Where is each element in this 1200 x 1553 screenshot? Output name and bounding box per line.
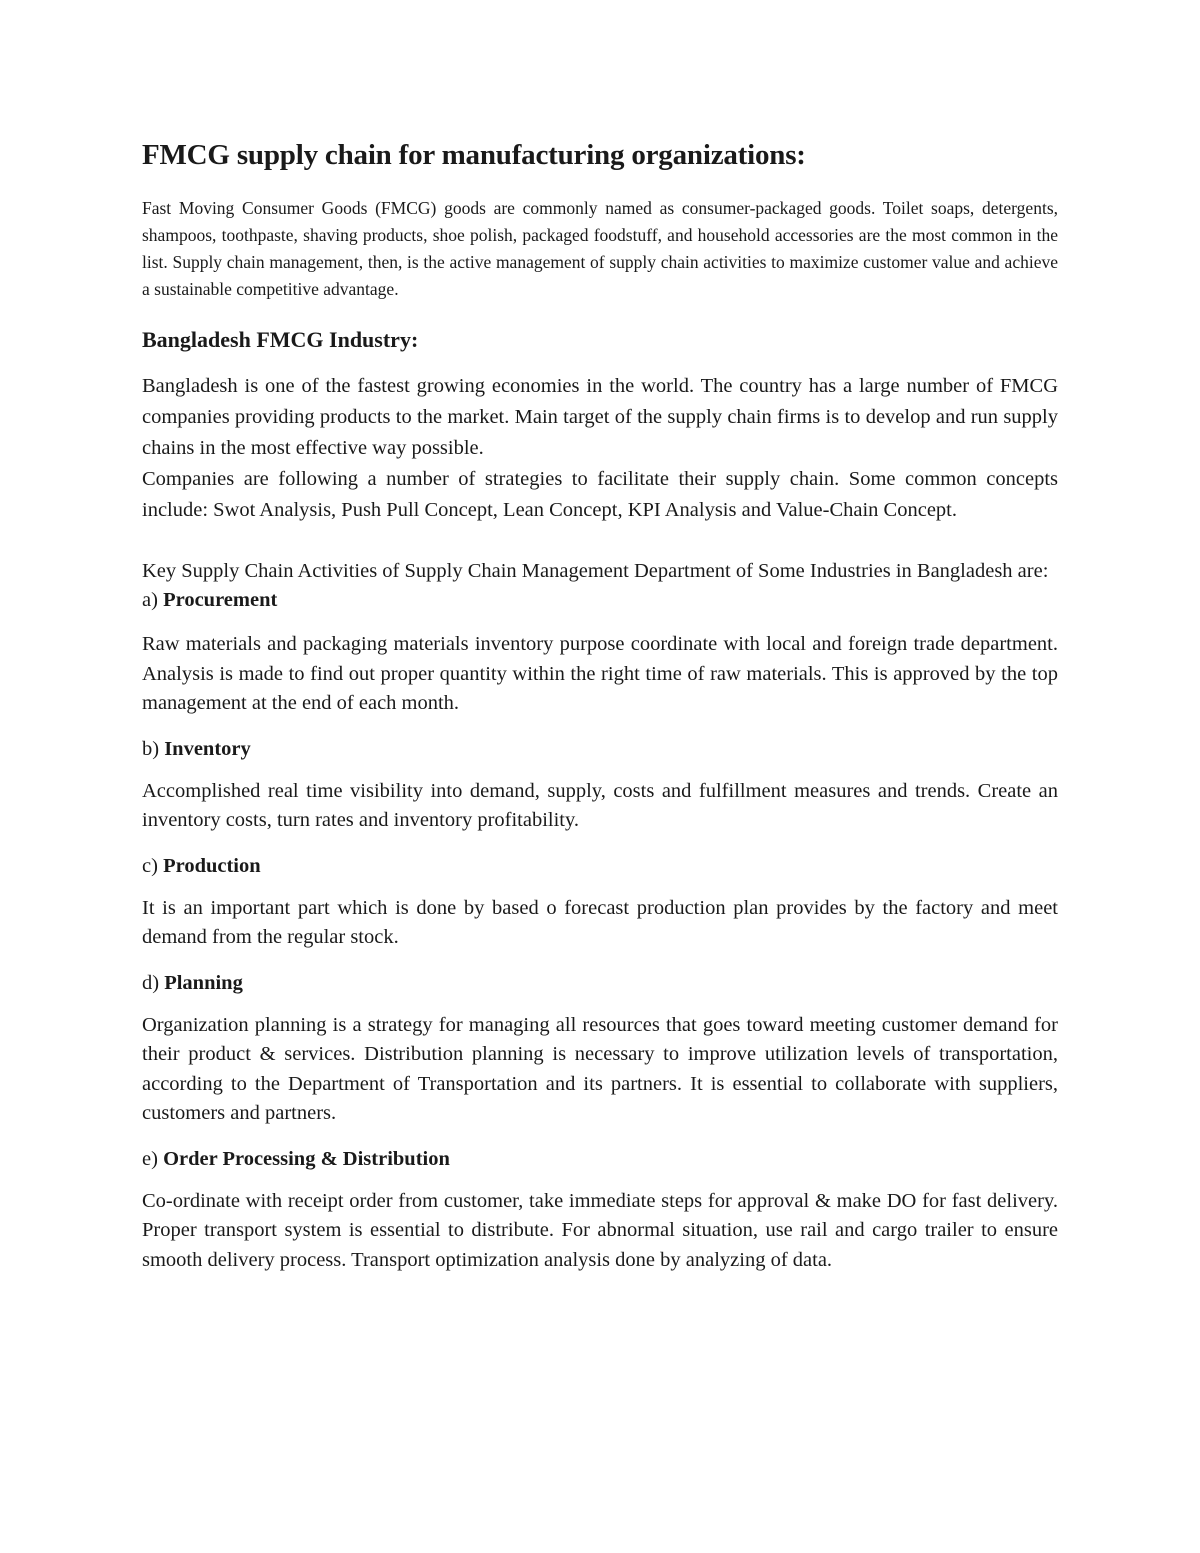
- section-heading-bangladesh: Bangladesh FMCG Industry:: [142, 326, 419, 352]
- activity-title: Order Processing & Distribution: [163, 1147, 450, 1170]
- activity-title: Procurement: [163, 589, 278, 612]
- document-title: FMCG supply chain for manufacturing organizations:: [142, 139, 806, 171]
- activity-text-procurement: Raw materials and packaging materials inventory purpose coordinate with local and foreign trade department. Analysis is made to find out proper quantity within the right time of raw materials. This is approved by the top management at the end of each month.: [142, 633, 1058, 715]
- bangladesh-paragraph-2: Companies are following a number of strategies to facilitate their supply chain. Some common concepts include: Swot Analysis, Push Pull Concept, Lean Concept, KPI Analysis and Value-Chain Concept.: [142, 468, 1058, 522]
- activity-text-production: It is an important part which is done by based o forecast production plan provides by the factory and meet demand from the regular stock.: [142, 896, 1058, 949]
- activity-label-planning: [142, 968, 1058, 999]
- activity-label-inventory: [142, 734, 1058, 765]
- activity-label-procurement: [142, 585, 1058, 616]
- bangladesh-paragraph-1: Bangladesh is one of the fastest growing economies in the world. The country has a large number of FMCG companies providing products to the market. Main target of the supply chain firms is to develop and run supply chains in the most effective way possible.: [142, 375, 1058, 460]
- activity-label-order-processing: [142, 1144, 1058, 1175]
- activity-text-planning: Organization planning is a strategy for managing all resources that goes toward meeting customer demand for their product & services. Distribution planning is necessary to improve utilization levels of transportation, according to the Department of Transportation and its partners. It is essential to collaborate with suppliers, customers and partners.: [142, 1013, 1058, 1125]
- intro-paragraph: Fast Moving Consumer Goods (FMCG) goods are commonly named as consumer-packaged goods. Toilet soaps, detergents, shampoos, toothpaste, shaving products, shoe polish, packaged foodstuff, and household accessories are the most common in the list. Supply chain management, then, is the active management of supply chain activities to maximize customer value and achieve a sustainable competitive advantage.: [142, 197, 1058, 299]
- blank-line: [142, 526, 1058, 557]
- activity-prefix: d): [142, 971, 160, 994]
- activity-title: Production: [163, 854, 261, 877]
- activity-label-production: [142, 851, 1058, 882]
- activity-title: Planning: [164, 971, 243, 994]
- activity-prefix: a): [142, 589, 158, 612]
- activity-title: Inventory: [164, 737, 251, 760]
- activity-prefix: b): [142, 737, 160, 760]
- activity-prefix: e): [142, 1147, 158, 1170]
- activity-text-order-processing: Co-ordinate with receipt order from customer, take immediate steps for approval & make DO for fast delivery. Proper transport system is essential to distribute. For abnormal situation, use rail and cargo trailer to ensure smooth delivery process. Transport optimization analysis done by analyzing of data.: [142, 1189, 1058, 1271]
- key-activities-intro: Key Supply Chain Activities of Supply Chain Management Department of Some Industries in Bangladesh are:: [142, 560, 1049, 583]
- activity-text-inventory: Accomplished real time visibility into demand, supply, costs and fulfillment measures and trends. Create an inventory costs, turn rates and inventory profitability.: [142, 779, 1058, 832]
- document-page: [142, 138, 1058, 1290]
- activity-prefix: c): [142, 854, 158, 877]
